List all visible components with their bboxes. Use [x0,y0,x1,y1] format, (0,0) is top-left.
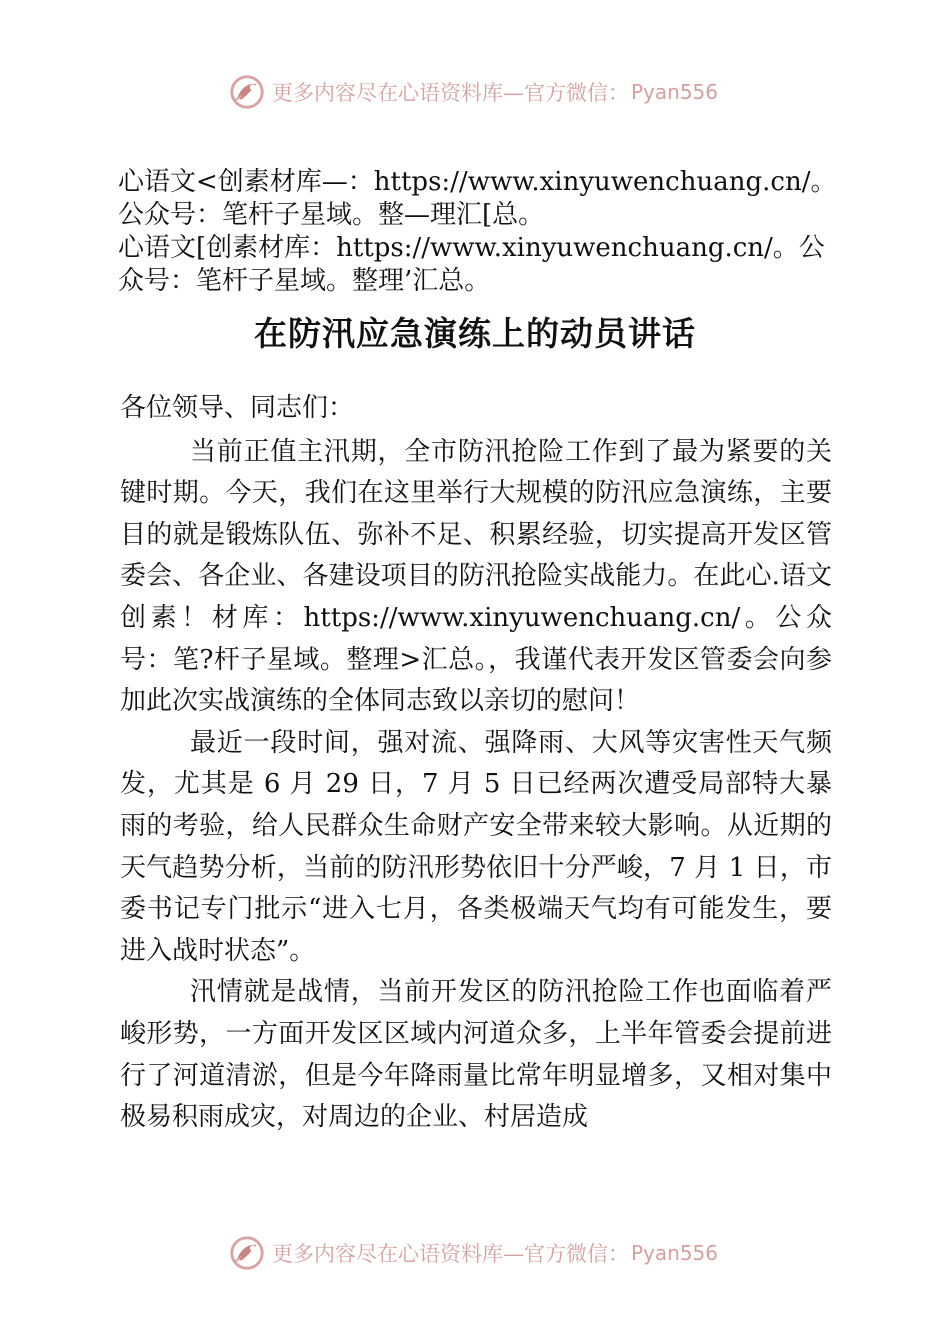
paragraph: 最近一段时间，强对流、强降雨、大风等灾害性天气频发，尤其是 6 月 29 日，7 月 5 日已经两次遭受局部特大暴雨的考验，给人民群众生命财产安全带来较大影响。从近期的天气趋势分析，当前的防汛形势依旧十分严峻，7 月 1 日，市委书记专门批示“进入七月，各类极端天气均有可能发生，要进入战时状态”。 [120,727,832,966]
header-line: 心语文<创素材库—：https://www.xinyuwenchuang.cn/。 [118,167,837,197]
watermark-banner-top [228,70,748,114]
salutation: 各位领导、同志们： [120,393,355,423]
header-line: 心语文[创素材库：https://www.xinyuwenchuang.cn/。公 [118,233,825,263]
document-title: 在防汛应急演练上的动员讲话 [254,314,696,353]
watermark-banner-id: Pyan556 [631,1241,719,1265]
watermark-banner-text: 更多内容尽在心语资料库—官方微信： [272,1242,629,1266]
header-notice [118,166,848,298]
paragraph: 汛情就是战情，当前开发区的防汛抢险工作也面临着严峻形势，一方面开发区区域内河道众多，上半年管委会提前进行了河道清淤，但是今年降雨量比常年明显增多，又相对集中极易积雨成灾，对周边的企业、村居造成 [120,977,832,1133]
brand-logo-icon [228,73,266,111]
header-line: 众号：笔杆子星域。整理’汇总。 [118,266,491,296]
document-body [120,388,832,1139]
brand-logo-icon [228,1234,266,1272]
paragraph: 当前正值主汛期，全市防汛抢险工作到了最为紧要的关键时期。今天，我们在这里举行大规模的防汛应急演练，主要目的就是锻炼队伍、弥补不足、积累经验，切实提高开发区管委会、各企业、各建设项目的防汛抢险实战能力。在此心.语文创素！材库：https://www.xinyuwenchuang.cn/。公众号：笔?杆子星域。整理>汇总。，我谨代表开发区管委会向参加此次实战演练的全体同志致以亲切的慰问！ [120,436,832,717]
watermark-banner-text: 更多内容尽在心语资料库—官方微信： [272,81,629,105]
watermark-banner-bottom [228,1231,748,1275]
watermark-banner-id: Pyan556 [631,80,719,104]
header-line: 公众号：笔杆子星域。整—理汇[总。 [118,200,545,230]
